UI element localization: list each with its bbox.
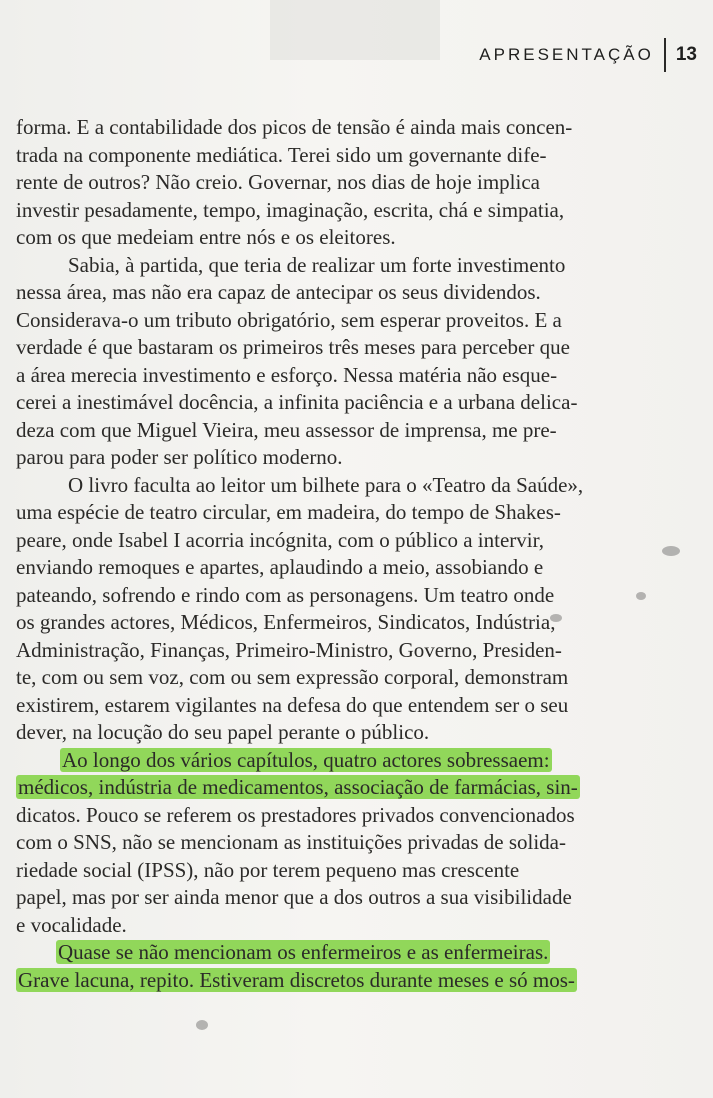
text-line: investir pesadamente, tempo, imaginação, escrita, chá e simpatia, bbox=[16, 197, 565, 222]
ink-smudge bbox=[662, 546, 680, 556]
text-line: e vocalidade. bbox=[16, 912, 127, 937]
text-line: nessa área, mas não era capaz de antecipar os seus dividendos. bbox=[16, 280, 541, 304]
text-line: riedade social (IPSS), não por terem pequeno mas crescente bbox=[16, 857, 520, 882]
text-line: cerei a inestimável docência, a infinita paciência e a urbana delica- bbox=[16, 390, 578, 414]
text-line: a área merecia investimento e esforço. Nessa matéria não esque- bbox=[16, 362, 558, 387]
text-line: os grandes actores, Médicos, Enfermeiros, Sindicatos, Indústria, bbox=[16, 610, 556, 634]
section-title: APRESENTAÇÃO bbox=[479, 45, 654, 64]
highlighted-text: Grave lacuna, repito. Estiveram discretos durante meses e só mos- bbox=[18, 967, 575, 992]
text-line: com o SNS, não se mencionam as instituições privadas de solida- bbox=[16, 830, 566, 854]
text-line: parou para poder ser político moderno. bbox=[16, 445, 343, 469]
text-line: uma espécie de teatro circular, em madeira, do tempo de Shakes- bbox=[16, 500, 561, 524]
bleed-through-band bbox=[270, 0, 440, 60]
page-number: 13 bbox=[675, 44, 697, 65]
text-line: pateando, sofrendo e rindo com as personagens. Um teatro onde bbox=[16, 582, 555, 607]
text-line: dicatos. Pouco se referem os prestadores privados convencionados bbox=[16, 802, 575, 827]
text-line-highlighted bbox=[16, 967, 656, 995]
text-line: rente de outros? Não creio. Governar, nos dias de hoje implica bbox=[16, 170, 540, 194]
paragraph-start: O livro faculta ao leitor um bilhete para o «Teatro da Saúde», bbox=[68, 472, 584, 497]
ink-smudge bbox=[196, 1020, 208, 1030]
text-line: papel, mas por ser ainda menor que a dos outros a sua visibilidade bbox=[16, 885, 572, 909]
ink-smudge bbox=[636, 592, 646, 600]
highlighted-text: Ao longo dos vários capítulos, quatro actores sobressaem: bbox=[62, 747, 550, 772]
running-head bbox=[479, 38, 697, 72]
text-line: te, com ou sem voz, com ou sem expressão corporal, demonstram bbox=[16, 665, 569, 689]
text-line: Administração, Finanças, Primeiro-Ministro, Governo, Presiden- bbox=[16, 637, 562, 662]
text-line: verdade é que bastaram os primeiros três meses para perceber que bbox=[16, 335, 570, 359]
text-line: trada na componente mediática. Terei sido um governante dife- bbox=[16, 142, 547, 167]
text-line-highlighted bbox=[16, 774, 656, 802]
text-line: com os que medeiam entre nós e os eleitores. bbox=[16, 225, 396, 249]
paragraph-start: Sabia, à partida, que teria de realizar um forte investimento bbox=[68, 252, 566, 277]
text-line: forma. E a contabilidade dos picos de tensão é ainda mais concen- bbox=[16, 115, 573, 139]
text-line: enviando remoques e apartes, aplaudindo a meio, assobiando e bbox=[16, 555, 544, 579]
body-text bbox=[16, 114, 656, 994]
text-line: existirem, estarem vigilantes na defesa do que entendem ser o seu bbox=[16, 692, 569, 717]
highlighted-text: médicos, indústria de medicamentos, associação de farmácias, sin- bbox=[18, 775, 578, 799]
paragraph-start-highlighted bbox=[16, 939, 656, 967]
text-line: peare, onde Isabel I acorria incógnita, com o público a intervir, bbox=[16, 527, 545, 552]
text-line: Considerava-o um tributo obrigatório, sem esperar proveitos. E a bbox=[16, 307, 562, 332]
paragraph-start-highlighted bbox=[16, 747, 656, 775]
header-divider bbox=[664, 38, 666, 72]
text-line: deza com que Miguel Vieira, meu assessor de imprensa, me pre- bbox=[16, 417, 557, 442]
ink-smudge bbox=[550, 614, 562, 622]
highlighted-text: Quase se não mencionam os enfermeiros e as enfermeiras. bbox=[58, 940, 549, 964]
text-line: dever, na locução do seu papel perante o público. bbox=[16, 720, 430, 744]
